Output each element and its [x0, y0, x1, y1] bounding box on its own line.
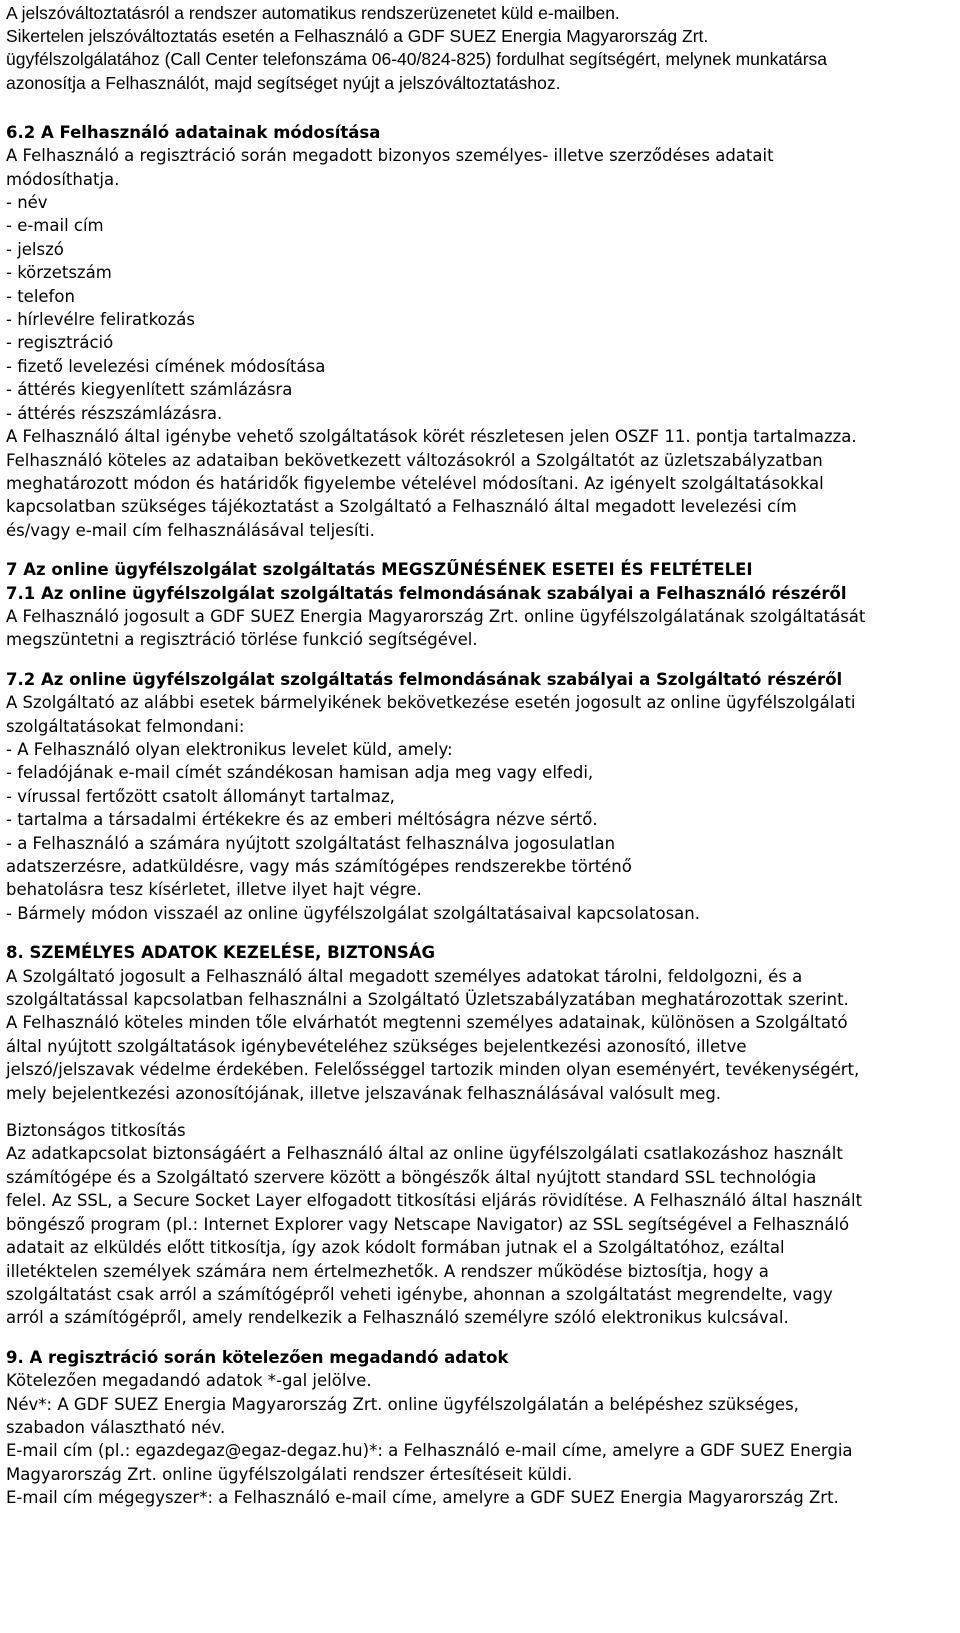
text-line: szolgáltatásokat felmondani:: [6, 716, 245, 736]
list-item: - vírussal fertőzött csatolt állományt tartalmaz,: [6, 786, 395, 806]
text-line: Kötelezően megadandó adatok *-gal jelölve.: [6, 1371, 372, 1391]
list-item: - telefon: [6, 286, 75, 306]
text-line: illetéktelen személyek számára nem értelmezhetők. A rendszer működése biztosítja, hogy a: [6, 1261, 769, 1281]
text-line: Név*: A GDF SUEZ Energia Magyarország Zrt. online ügyfélszolgálatán a belépéshez szükséges,: [6, 1394, 799, 1414]
text-line: számítógépe és a Szolgáltató szervere között a böngészők által nyújtott standard SSL technológia: [6, 1167, 817, 1187]
section-6-2: [0, 121, 960, 542]
text-line: A Szolgáltató az alábbi esetek bármelyikének bekövetkezése esetén jogosult az online ügyfélszolgálati: [6, 693, 856, 713]
section-heading: 8. SZEMÉLYES ADATOK KEZELÉSE, BIZTONSÁG: [6, 943, 436, 963]
text-line: Felhasználó köteles az adataiban bekövetkezett változásokról a Szolgáltatót az üzletszabályzatban: [6, 450, 823, 470]
list-item: - név: [6, 193, 48, 213]
text-line: szolgáltatást csak arról a számítógépről veheti igénybe, ahonnan a szolgáltatást megrendelte, vagy: [6, 1284, 833, 1304]
subsection-heading: Biztonságos titkosítás: [6, 1121, 186, 1141]
list-item: - áttérés kiegyenlített számlázásra: [6, 380, 293, 400]
text-line: A Felhasználó jogosult a GDF SUEZ Energia Magyarország Zrt. online ügyfélszolgálatának szolgáltatását: [6, 606, 866, 626]
text-line: ügyfélszolgálatához (Call Center telefonszáma 06-40/824-825) fordulhat segítségért, melynek munkatársa: [6, 49, 828, 70]
intro-paragraph: [0, 0, 960, 95]
text-line: adatait az elküldés előtt titkosítja, így azok kódolt formában jutnak el a Szolgáltatóhoz, ezáltal: [6, 1238, 785, 1258]
subsection-heading: 7.2 Az online ügyfélszolgálat szolgáltatás felmondásának szabályai a Szolgáltató részéről: [6, 669, 843, 689]
list-item: - tartalma a társadalmi értékekre és az emberi méltóságra nézve sértő.: [6, 810, 598, 830]
list-item: - áttérés részszámlázásra.: [6, 403, 223, 423]
text-line: E-mail cím mégegyszer*: a Felhasználó e-mail címe, amelyre a GDF SUEZ Energia Magyarország Zrt.: [6, 1488, 839, 1508]
section-heading: 7 Az online ügyfélszolgálat szolgáltatás MEGSZŰNÉSÉNEK ESETEI ÉS FELTÉTELEI: [6, 560, 753, 580]
text-line: A Felhasználó a regisztráció során megadott bizonyos személyes- illetve szerződéses adatait: [6, 146, 774, 166]
text-line: szolgáltatással kapcsolatban felhasználni a Szolgáltató Üzletszabályzatában meghatározottak szerint.: [6, 990, 849, 1010]
text-line: E-mail cím (pl.: egazdegaz@egaz-degaz.hu)*: a Felhasználó e-mail címe, amelyre a GDF SUEZ Energia: [6, 1441, 853, 1461]
text-line: Az adatkapcsolat biztonságáért a Felhasználó által az online ügyfélszolgálati csatlakozáshoz használt: [6, 1144, 843, 1164]
section-8: [0, 941, 960, 1330]
text-line: szabadon választható név.: [6, 1417, 226, 1437]
text-line: A jelszóváltoztatásról a rendszer automatikus rendszerüzenetet küld e-mailben.: [6, 3, 620, 23]
section-heading: 9. A regisztráció során kötelezően megadandó adatok: [6, 1347, 509, 1367]
text-line: megszüntetni a regisztráció törlése funkció segítségével.: [6, 630, 478, 650]
subsection-heading: 7.1 Az online ügyfélszolgálat szolgáltatás felmondásának szabályai a Felhasználó részéről: [6, 583, 847, 603]
text-line: módosíthatja.: [6, 169, 120, 189]
text-line: kapcsolatban szükséges tájékoztatást a Szolgáltató a Felhasználó által megadott levelezési cím: [6, 497, 797, 517]
text-line: Magyarország Zrt. online ügyfélszolgálati rendszer értesítéseit küldi.: [6, 1464, 573, 1484]
text-line: arról a számítógépről, amely rendelkezik a Felhasználó személyre szóló elektronikus kulcsával.: [6, 1308, 789, 1328]
list-item: - a Felhasználó a számára nyújtott szolgáltatást felhasználva jogosulatlan: [6, 833, 616, 853]
text-line: A Szolgáltató jogosult a Felhasználó által megadott személyes adatokat tárolni, feldolgozni, és a: [6, 966, 803, 986]
section-7: [0, 558, 960, 925]
text-line: és/vagy e-mail cím felhasználásával teljesíti.: [6, 520, 375, 540]
list-item: - fizető levelezési címének módosítása: [6, 356, 326, 376]
text-line: böngésző program (pl.: Internet Explorer vagy Netscape Navigator) az SSL segítségével a Felhasználó: [6, 1214, 850, 1234]
list-item: - Bármely módon visszaél az online ügyfélszolgálat szolgáltatásaival kapcsolatosan.: [6, 903, 700, 923]
list-item: - jelszó: [6, 239, 64, 259]
list-item: - feladójának e-mail címét szándékosan hamisan adja meg vagy elfedi,: [6, 763, 594, 783]
text-line: behatolásra tesz kísérletet, illetve ilyet hajt végre.: [6, 880, 422, 900]
list-item: - A Felhasználó olyan elektronikus levelet küld, amely:: [6, 739, 453, 759]
list-item: - regisztráció: [6, 333, 114, 353]
text-line: jelszó/jelszavak védelme érdekében. Felelősséggel tartozik minden olyan eseményért, tevékenységért,: [6, 1060, 860, 1080]
text-line: adatszerzésre, adatküldésre, vagy más számítógépes rendszerekbe történő: [6, 857, 632, 876]
text-line: meghatározott módon és határidők figyelembe vételével módosítani. Az igényelt szolgáltatásokkal: [6, 473, 824, 493]
text-line: azonosítja a Felhasználót, majd segítséget nyújt a jelszóváltoztatáshoz.: [6, 72, 561, 93]
text-line: A Felhasználó által igénybe vehető szolgáltatások körét részletesen jelen OSZF 11. pontja tartalmazza.: [6, 427, 857, 447]
list-item: - körzetszám: [6, 263, 112, 283]
list-item: - hírlevélre feliratkozás: [6, 310, 196, 330]
section-heading: 6.2 A Felhasználó adatainak módosítása: [6, 122, 381, 142]
text-line: által nyújtott szolgáltatások igénybevételéhez szükséges bejelentkezési azonosító, illetve: [6, 1036, 747, 1056]
text-line: mely bejelentkezési azonosítójának, illetve jelszavának felhasználásával valósult meg.: [6, 1083, 722, 1103]
list-item: - e-mail cím: [6, 216, 104, 236]
text-line: felel. Az SSL, a Secure Socket Layer elfogadott titkosítási eljárás rövidítése. A Felhasználó által használt: [6, 1191, 863, 1211]
section-9: [0, 1346, 960, 1510]
text-line: A Felhasználó köteles minden tőle elvárhatót megtenni személyes adatainak, különösen a Szolgáltató: [6, 1013, 848, 1033]
text-line: Sikertelen jelszóváltoztatás esetén a Felhasználó a GDF SUEZ Energia Magyarország Zrt.: [6, 26, 709, 47]
